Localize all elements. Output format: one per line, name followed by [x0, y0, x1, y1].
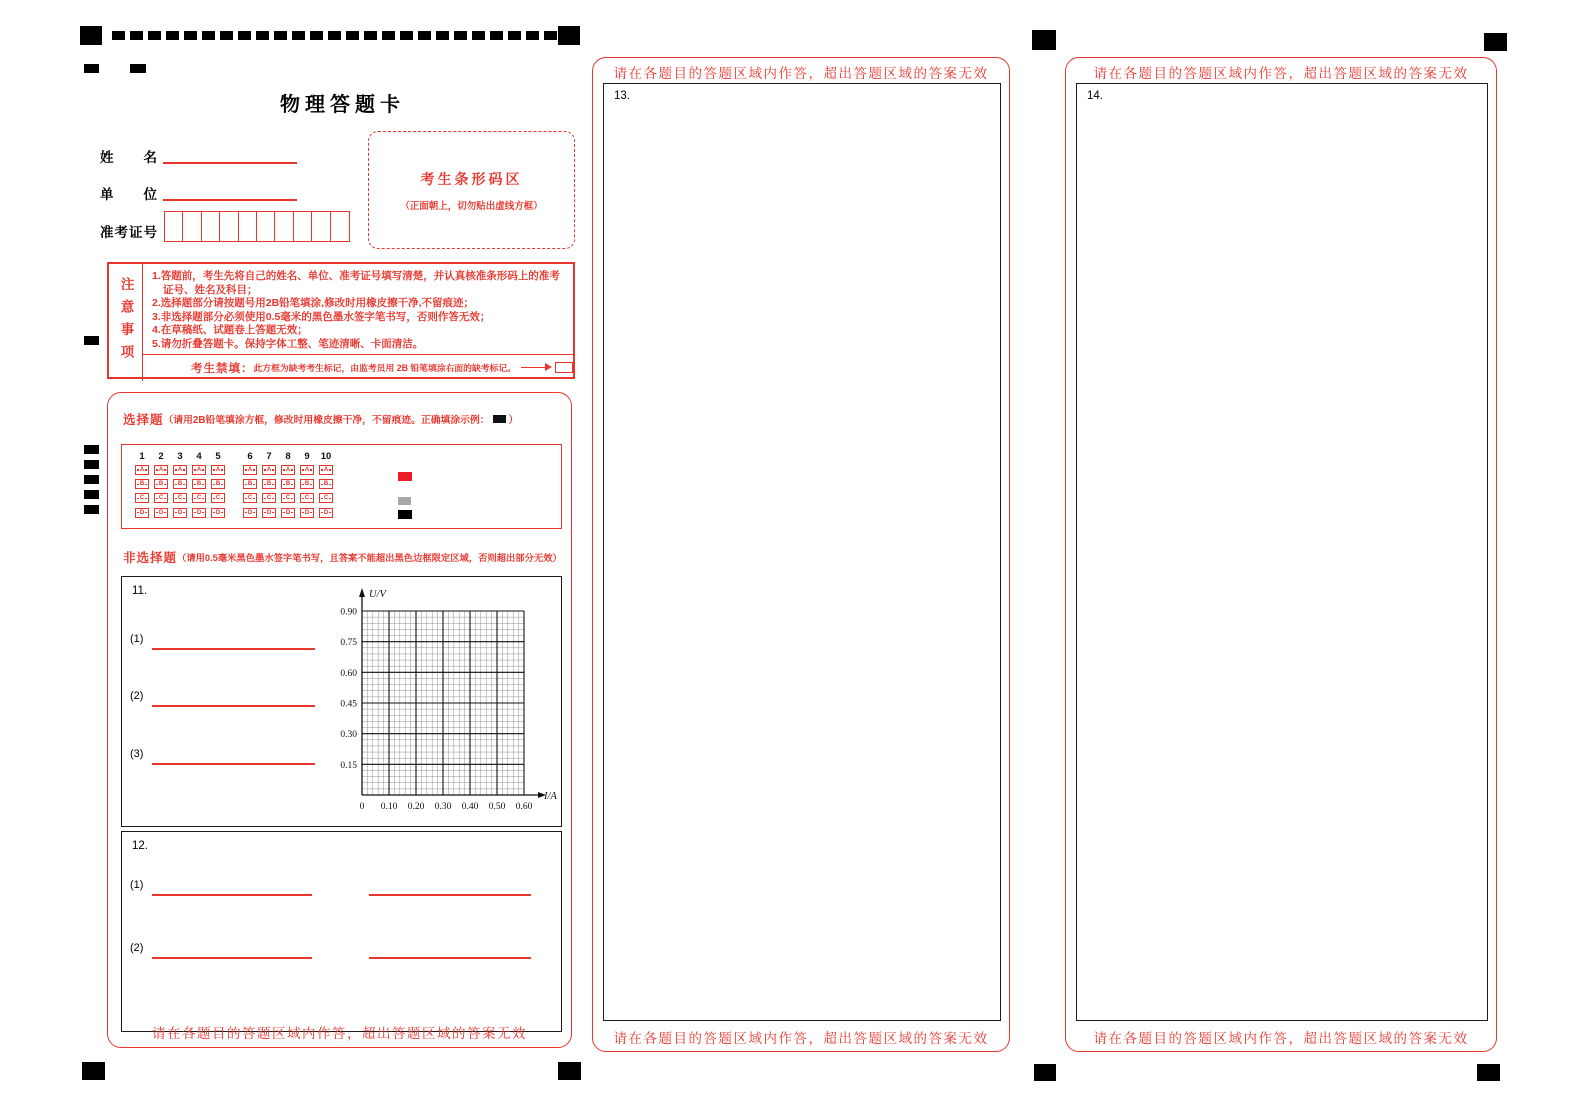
- bubble-grid: [135, 451, 338, 522]
- bubble-1-C[interactable]: C: [135, 493, 149, 503]
- bubble-3-A[interactable]: A: [173, 465, 187, 475]
- bubble-10-C[interactable]: C: [319, 493, 333, 503]
- q11-blank-line[interactable]: [152, 705, 315, 707]
- notice-box: [107, 262, 575, 379]
- timing-mark-dash: [328, 31, 341, 40]
- barcode-area-title: 考生条形码区: [420, 170, 523, 187]
- bubble-8-B[interactable]: B: [281, 479, 295, 489]
- q11-part-label: (1): [130, 633, 144, 645]
- q11-part-label: (3): [130, 748, 144, 760]
- unit-label: 单 位: [100, 187, 158, 202]
- bubble-grid-box: [121, 444, 562, 529]
- timing-mark-dash: [130, 31, 143, 40]
- column-14: [1065, 57, 1497, 1052]
- timing-mark-dash: [472, 31, 485, 40]
- notice-side-label-cell: [109, 264, 143, 381]
- timing-mark-dash: [84, 445, 99, 454]
- question-13-number: 13.: [614, 90, 630, 102]
- svg-text:0.30: 0.30: [434, 802, 452, 812]
- bubble-1-D[interactable]: D: [135, 508, 149, 518]
- question-11-box: [121, 576, 562, 827]
- ticket-digit-box[interactable]: [274, 211, 294, 242]
- timing-mark-dash: [436, 31, 449, 40]
- bubble-4-C[interactable]: C: [192, 493, 206, 503]
- forbidden-text: 此方框为缺考考生标记，由监考员用 2B 铅笔填涂右面的缺考标记。: [253, 363, 516, 374]
- barcode-area-subtitle: （正面朝上，切勿贴出虚线方框）: [400, 200, 543, 212]
- question-13-box[interactable]: [603, 83, 1001, 1021]
- timing-mark-dash: [310, 31, 323, 40]
- timing-mark-dash: [112, 31, 125, 40]
- region-warning-footer: 请在各题目的答题区域内作答，超出答题区域的答案无效: [613, 1031, 989, 1046]
- timing-mark-dash: [220, 31, 233, 40]
- bubble-2-C[interactable]: C: [154, 493, 168, 503]
- bubble-2-B[interactable]: B: [154, 479, 168, 489]
- svg-text:0.90: 0.90: [340, 607, 357, 618]
- question-number: 6: [247, 451, 253, 462]
- question-14-box[interactable]: [1076, 83, 1488, 1021]
- bubble-3-C[interactable]: C: [173, 493, 187, 503]
- svg-text:0.20: 0.20: [407, 802, 425, 812]
- bubble-option-row: [135, 508, 338, 518]
- bubble-5-A[interactable]: A: [211, 465, 225, 475]
- timing-mark-dash: [84, 505, 99, 514]
- subjective-title: 非选择题: [123, 551, 178, 565]
- page-title: 物理答题卡: [280, 94, 405, 116]
- bubble-4-B[interactable]: B: [192, 479, 206, 489]
- question-number: 9: [304, 451, 310, 462]
- bubble-6-B[interactable]: B: [243, 479, 257, 489]
- notice-item: 1.答题前，考生先将自己的姓名、单位、准考证号填写清楚，并认真核准条形码上的准考证号、姓名及科目；: [152, 270, 560, 296]
- timing-mark-dash: [526, 31, 539, 40]
- bubble-6-A[interactable]: A: [243, 465, 257, 475]
- bubble-2-D[interactable]: D: [154, 508, 168, 518]
- ticket-digit-box[interactable]: [311, 211, 331, 242]
- choice-title: 选择题: [123, 413, 164, 427]
- notice-list: [143, 264, 573, 354]
- timing-mark-dash: [382, 31, 395, 40]
- question-14-number: 14.: [1087, 90, 1103, 102]
- region-warning-footer: 请在各题目的答题区域内作答，超出答题区域的答案无效: [152, 1026, 527, 1041]
- timing-mark-dash: [292, 31, 305, 40]
- bubble-5-D[interactable]: D: [211, 508, 225, 518]
- timing-mark-dash: [202, 31, 215, 40]
- q12-blank-line[interactable]: [152, 957, 312, 959]
- bubble-9-B[interactable]: B: [300, 479, 314, 489]
- timing-mark-dash: [84, 336, 99, 345]
- calibration-swatch-gray: [398, 497, 411, 505]
- q11-blank-line[interactable]: [152, 648, 315, 650]
- timing-mark-dash: [544, 31, 557, 40]
- bubble-7-D[interactable]: D: [262, 508, 276, 518]
- bubble-7-B[interactable]: B: [262, 479, 276, 489]
- question-number: 2: [158, 451, 164, 462]
- bubble-4-A[interactable]: A: [192, 465, 206, 475]
- left-answer-area: [107, 392, 572, 1048]
- bubble-8-D[interactable]: D: [281, 508, 295, 518]
- timing-mark-dash: [418, 31, 431, 40]
- timing-mark-dash: [84, 490, 99, 499]
- bubble-option-row: [135, 479, 338, 489]
- svg-text:0.40: 0.40: [461, 802, 479, 812]
- timing-mark-dash: [274, 31, 287, 40]
- bubble-2-A[interactable]: A: [154, 465, 168, 475]
- svg-text:0.45: 0.45: [340, 699, 357, 710]
- question-12-number: 12.: [132, 840, 148, 852]
- timing-mark-square: [558, 26, 580, 45]
- bubble-3-D[interactable]: D: [173, 508, 187, 518]
- q12-blank-line[interactable]: [369, 894, 531, 896]
- bubble-4-D[interactable]: D: [192, 508, 206, 518]
- bubble-1-B[interactable]: B: [135, 479, 149, 489]
- timing-mark-column: [84, 445, 99, 514]
- ticket-digit-box[interactable]: [238, 211, 258, 242]
- question-number: 5: [215, 451, 221, 462]
- ticket-digit-box[interactable]: [182, 211, 202, 242]
- ticket-digit-box[interactable]: [293, 211, 313, 242]
- name-label: 姓 名: [100, 150, 158, 165]
- timing-mark-dash: [454, 31, 467, 40]
- unit-blank-line[interactable]: [163, 199, 297, 201]
- bubble-number-row: [135, 451, 338, 462]
- bubble-6-C[interactable]: C: [243, 493, 257, 503]
- notice-side-label: 注意事项: [118, 277, 134, 368]
- timing-mark-dash: [346, 31, 359, 40]
- notice-item: 4.在草稿纸、试题卷上答题无效；: [152, 324, 308, 337]
- timing-mark-square: [1032, 30, 1056, 50]
- column-13: [592, 57, 1010, 1052]
- timing-mark-dash: [84, 460, 99, 469]
- timing-mark-dash: [130, 64, 146, 73]
- choice-note: （请用2B铅笔填涂方框，修改时用橡皮擦干净，不留痕迹。正确填涂示例：: [163, 415, 490, 426]
- calibration-swatch-red: [398, 472, 412, 481]
- bubble-7-C[interactable]: C: [262, 493, 276, 503]
- ticket-digit-box[interactable]: [256, 211, 276, 242]
- ticket-digit-box[interactable]: [219, 211, 239, 242]
- ticket-digit-box[interactable]: [201, 211, 221, 242]
- ui-graph-grid: [322, 585, 567, 817]
- ticket-number-label: 准考证号: [100, 225, 158, 240]
- calibration-swatch-black: [398, 510, 412, 519]
- bubble-10-A[interactable]: A: [319, 465, 333, 475]
- subjective-section-header: [123, 548, 562, 566]
- region-warning-footer: 请在各题目的答题区域内作答，超出答题区域的答案无效: [1093, 1031, 1469, 1046]
- notice-item: 3.非选择题部分必须使用0.5毫米的黑色墨水签字笔书写，否则作答无效；: [152, 310, 491, 323]
- bubble-option-row: [135, 465, 338, 475]
- bubble-5-B[interactable]: B: [211, 479, 225, 489]
- bubble-7-A[interactable]: A: [262, 465, 276, 475]
- ticket-digit-box[interactable]: [164, 211, 184, 242]
- timing-mark-dash: [256, 31, 269, 40]
- choice-section-header: [123, 410, 518, 428]
- svg-text:0.30: 0.30: [340, 730, 357, 741]
- ticket-digit-box[interactable]: [330, 211, 350, 242]
- q12-part-label: (2): [130, 942, 144, 954]
- timing-mark-square: [1484, 33, 1507, 51]
- bubble-6-D[interactable]: D: [243, 508, 257, 518]
- question-number: 1: [139, 451, 145, 462]
- timing-mark-dash: [148, 31, 161, 40]
- choice-note-close: ）: [508, 415, 519, 426]
- question-number: 3: [177, 451, 183, 462]
- right-arrow-icon: [521, 367, 545, 369]
- question-number: 8: [285, 451, 291, 462]
- notice-item: 2.选择题部分请按题号用2B铅笔填涂,修改时用橡皮擦干净,不留痕迹；: [152, 297, 475, 310]
- svg-text:0.60: 0.60: [515, 802, 533, 812]
- timing-mark-dash: [508, 31, 521, 40]
- timing-mark-dash: [166, 31, 179, 40]
- timing-mark-square: [82, 1062, 105, 1080]
- forbidden-label: 考生禁填：: [191, 362, 254, 375]
- bubble-option-row: [135, 493, 338, 503]
- barcode-area: [368, 131, 575, 249]
- timing-mark-dash: [364, 31, 377, 40]
- timing-mark-dash: [238, 31, 251, 40]
- bubble-10-D[interactable]: D: [319, 508, 333, 518]
- question-11-number: 11.: [132, 585, 148, 597]
- svg-text:0.50: 0.50: [488, 802, 506, 812]
- region-warning-header: 请在各题目的答题区域内作答，超出答题区域的答案无效: [1093, 66, 1469, 81]
- timing-mark-dash: [184, 31, 197, 40]
- svg-text:0: 0: [359, 802, 365, 812]
- ticket-number-boxes: [164, 211, 350, 242]
- bubble-9-A[interactable]: A: [300, 465, 314, 475]
- timing-mark-dash: [490, 31, 503, 40]
- fill-example-swatch: [493, 415, 506, 423]
- q12-part-label: (1): [130, 879, 144, 891]
- question-number: 4: [196, 451, 202, 462]
- bubble-10-B[interactable]: B: [319, 479, 333, 489]
- bubble-8-A[interactable]: A: [281, 465, 295, 475]
- question-number: 10: [320, 451, 332, 462]
- bubble-8-C[interactable]: C: [281, 493, 295, 503]
- q11-part-label: (2): [130, 690, 144, 702]
- absent-mark-box[interactable]: [555, 362, 573, 373]
- timing-mark-dash: [84, 475, 99, 484]
- timing-mark-dash: [84, 64, 99, 73]
- bubble-1-A[interactable]: A: [135, 465, 149, 475]
- timing-mark-square: [80, 26, 102, 45]
- svg-text:0.75: 0.75: [340, 638, 357, 649]
- q11-blank-line[interactable]: [152, 763, 315, 765]
- timing-mark-row: [112, 31, 557, 40]
- name-blank-line[interactable]: [163, 162, 297, 164]
- svg-text:0.15: 0.15: [340, 760, 357, 771]
- bubble-5-C[interactable]: C: [211, 493, 225, 503]
- svg-text:U/V: U/V: [369, 589, 386, 600]
- bubble-9-D[interactable]: D: [300, 508, 314, 518]
- bubble-3-B[interactable]: B: [173, 479, 187, 489]
- q12-blank-line[interactable]: [152, 894, 312, 896]
- timing-mark-square: [558, 1062, 581, 1080]
- examinee-forbidden-row: [143, 354, 573, 381]
- notice-item: 5.请勿折叠答题卡。保持字体工整、笔迹清晰、卡面清洁。: [152, 337, 424, 350]
- svg-text:I/A: I/A: [544, 791, 557, 802]
- timing-mark-square: [1477, 1064, 1500, 1081]
- bubble-9-C[interactable]: C: [300, 493, 314, 503]
- svg-text:0.10: 0.10: [380, 802, 398, 812]
- timing-mark-dash: [400, 31, 413, 40]
- region-warning-header: 请在各题目的答题区域内作答，超出答题区域的答案无效: [613, 66, 989, 81]
- q12-blank-line[interactable]: [369, 957, 531, 959]
- svg-text:0.60: 0.60: [340, 668, 357, 679]
- question-12-box: [121, 831, 562, 1032]
- subjective-note: （请用0.5毫米黑色墨水签字笔书写，且答案不能超出黑色边框限定区域，否则超出部分无效）: [177, 553, 562, 563]
- timing-mark-square: [1034, 1064, 1056, 1081]
- question-number: 7: [266, 451, 272, 462]
